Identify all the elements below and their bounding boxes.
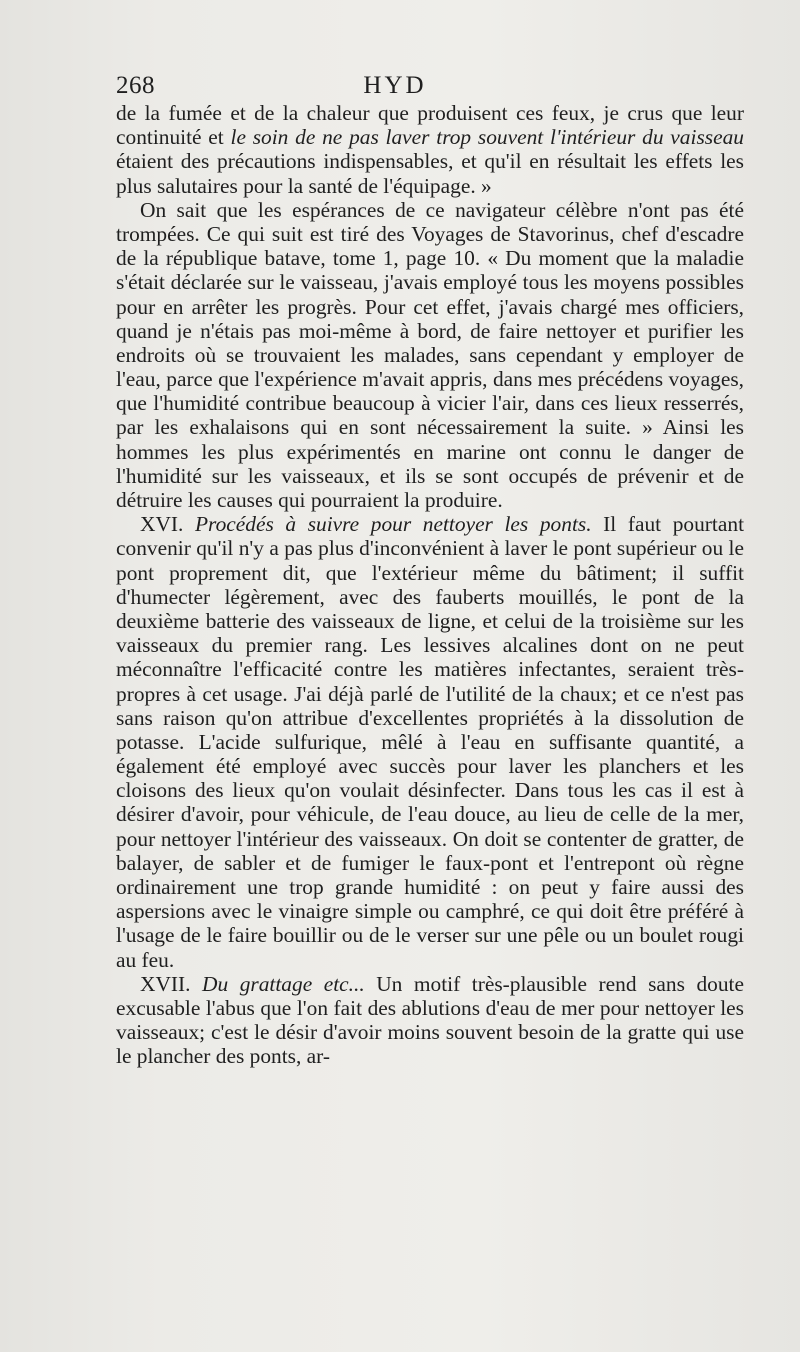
paragraph-stavorinus: On sait que les espérances de ce navigateur célèbre n'ont pas été trompées. Ce qui suit est tiré des Voyages de Stavorinus, chef d'escadre de la république batave, tome 1, page 10. « Du moment que la maladie s'était déclarée sur le vaisseau, j'avais employé tous les moyens possibles pour en arrêter les progrès. Pour cet effet, j'avais chargé mes officiers, quand je n'étais pas moi-même à bord, de faire nettoyer et purifier les endroits où se trouvaient les malades, sans cependant y employer de l'eau, parce que l'expérience m'avait appris, dans mes précédens voyages, que l'humidité contribue beaucoup à vicier l'air, dans ces lieux resserrés, par les exhalaisons qui en sont nécessairement la suite. » Ainsi les hommes les plus expérimentés en marine ont connu le danger de l'humidité sur les vaisseaux, et ils se sont occupés de prévenir et de détruire les causes qui pourraient la produire. — [116, 197, 744, 512]
page-number: 268 — [116, 72, 155, 99]
section-xvii — [116, 972, 744, 1069]
p1-end: étaient des précautions indispensables, et qu'il en résultait les effets les plus salutaires pour la santé de l'équipage. » — [116, 149, 744, 198]
section-xvi-title: Procédés à suivre pour nettoyer les ponts. — [194, 512, 592, 537]
section-xvi-text: Il faut pourtant convenir qu'il n'y a pas plus d'inconvénient à laver le pont supérieur ou le pont proprement dit, que l'extérieur même du bâtiment; il suffit d'humecter légèrement, avec des fauberts mouillés, le pont de la deuxième batterie des vaisseaux de ligne, et celui de la troisième sur les vaisseaux du premier rang. Les lessives alcalines dont on ne peut méconnaître l'efficacité contre les matières infectantes, seraient très-propres à cet usage. J'ai déjà parlé de l'utilité de la chaux; et ce n'est pas sans raison qu'on attribue d'excellentes propriétés à la dissolution de potasse. L'acide sulfurique, mêlé à l'eau en suffisante quantité, a également été employé avec succès pour laver les planchers et les cloisons des lieux qu'on voulait désinfecter. Dans tous les cas il est à désirer d'avoir, pour véhicule, de l'eau douce, au lieu de celle de la mer, pour nettoyer l'intérieur des vaisseaux. On doit se contenter de gratter, de balayer, de sabler et de fumiger le faux-pont et l'entrepont où règne ordinairement une trop grande humidité : on peut y faire aussi des aspersions avec le vinaigre simple ou camphré, ce qui doit être préféré à l'usage de le faire bouillir ou de le verser sur une pêle ou un boulet rougi au feu. — [116, 512, 745, 972]
p1-italic: le soin de ne pas laver trop souvent l'intérieur du vaisseau — [230, 125, 744, 150]
section-xvii-number: XVII. — [140, 971, 203, 996]
section-xvi — [116, 512, 744, 972]
body-text — [116, 101, 744, 1069]
paragraph-continued — [116, 101, 744, 198]
p1-text: de la fumée et de la chaleur que produisent ces feux, je crus que leur continuité et — [116, 101, 744, 150]
section-xvi-number: XVI. — [140, 512, 195, 537]
section-xvii-text: Un motif très-plausible rend sans doute excusable l'abus que l'on fait des ablutions d'eau de mer pour nettoyer les vaisseaux; c'est le désir d'avoir moins souvent besoin de la gratte qui use le plancher des ponts, ar- — [116, 971, 744, 1069]
running-head: HYD — [363, 72, 427, 99]
section-xvii-title: Du grattage etc... — [202, 971, 365, 996]
